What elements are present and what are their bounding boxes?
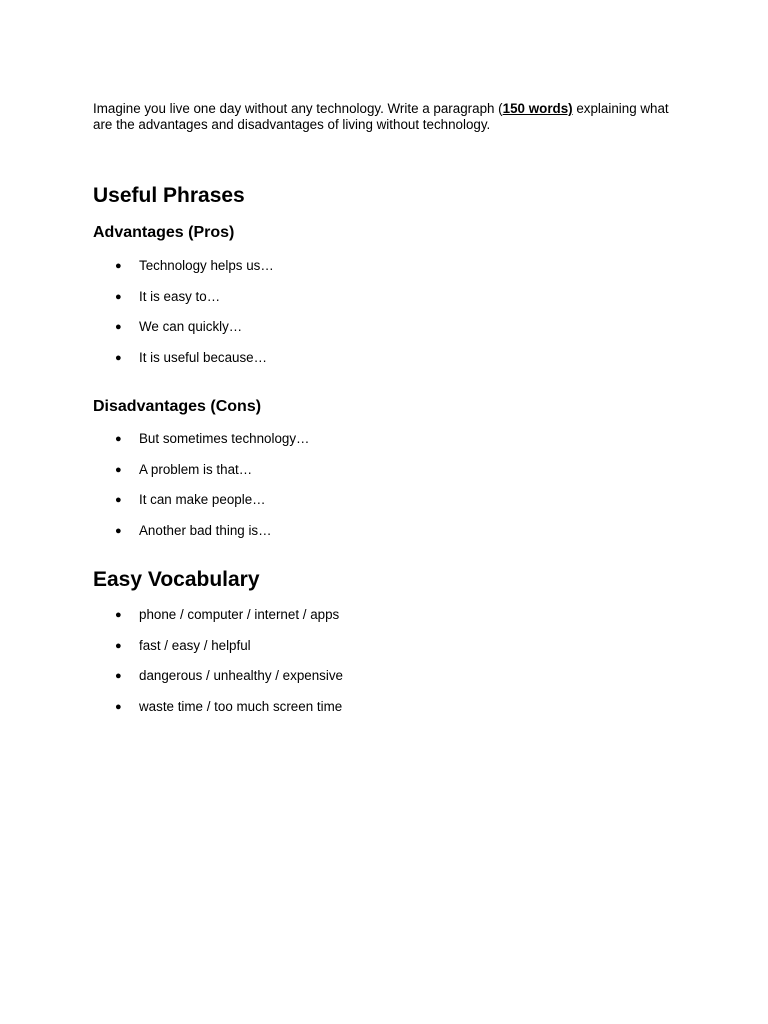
list-item-text: Another bad thing is…: [139, 523, 272, 539]
disadvantages-list: [93, 431, 309, 539]
list-item: [93, 668, 343, 684]
list-item: [93, 638, 343, 654]
bullet-icon: ●: [115, 639, 122, 652]
list-item-text: It is easy to…: [139, 288, 221, 304]
list-item: [93, 319, 274, 335]
list-item: [93, 258, 274, 274]
list-item: [93, 350, 274, 366]
easy-vocabulary-heading: Easy Vocabulary: [93, 568, 260, 591]
advantages-heading: Advantages (Pros): [93, 224, 235, 241]
list-item-text: It is useful because…: [139, 350, 268, 366]
list-item: [93, 492, 309, 508]
list-item-text: We can quickly…: [139, 319, 243, 335]
list-item-text: fast / easy / helpful: [139, 637, 251, 653]
list-item: [93, 462, 309, 478]
list-item-text: phone / computer / internet / apps: [139, 607, 340, 622]
bullet-icon: ●: [115, 670, 122, 683]
list-item-text: dangerous / unhealthy / expensive: [139, 668, 343, 684]
bullet-icon: ●: [115, 352, 122, 365]
bullet-icon: ●: [115, 525, 122, 538]
useful-phrases-heading: Useful Phrases: [93, 184, 245, 207]
list-item-text: Technology helps us…: [139, 258, 274, 273]
advantages-list: [93, 258, 274, 366]
list-item: [93, 699, 343, 715]
bullet-icon: ●: [115, 433, 122, 445]
list-item: [93, 607, 343, 623]
vocabulary-list: [93, 607, 343, 715]
intro-paragraph: [93, 101, 683, 133]
bullet-icon: ●: [115, 290, 122, 303]
bullet-icon: ●: [115, 609, 122, 621]
list-item: [93, 289, 274, 305]
list-item-text: A problem is that…: [139, 461, 253, 477]
list-item: [93, 523, 309, 539]
list-item-text: But sometimes technology…: [139, 431, 310, 446]
intro-text-after: explaining what are the advantages and disadvantages of living without technology.: [93, 101, 669, 132]
intro-text-before: Imagine you live one day without any technology. Write a paragraph (: [93, 101, 503, 116]
bullet-icon: ●: [115, 463, 122, 476]
list-item-text: It can make people…: [139, 492, 266, 508]
bullet-icon: ●: [115, 701, 122, 714]
document-page: [93, 101, 683, 715]
word-count-emphasis: 150 words): [502, 101, 573, 116]
bullet-icon: ●: [115, 260, 122, 272]
list-item: [93, 431, 309, 447]
disadvantages-heading: Disadvantages (Cons): [93, 398, 262, 415]
list-item-text: waste time / too much screen time: [139, 699, 343, 715]
bullet-icon: ●: [115, 321, 122, 334]
bullet-icon: ●: [115, 494, 122, 507]
